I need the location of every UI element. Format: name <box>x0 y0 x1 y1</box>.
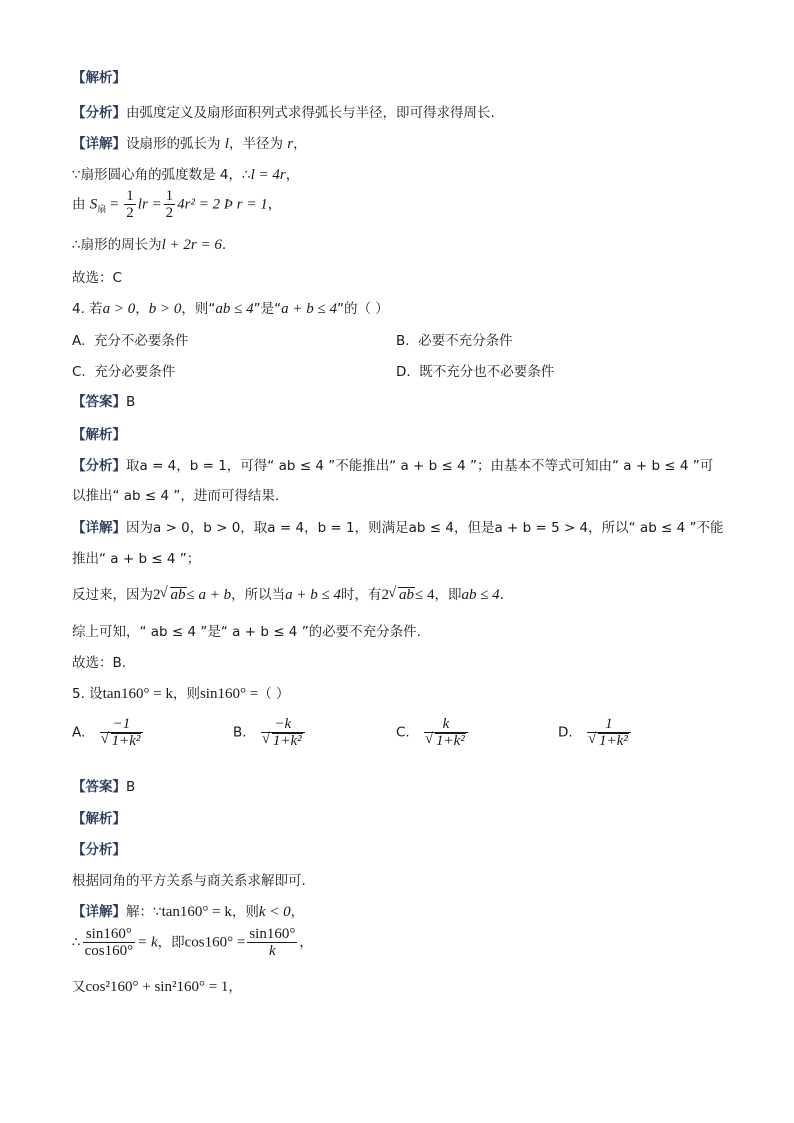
q5-option-a: A. −1 √ 1+k² <box>72 716 145 749</box>
q5-number: 5. 设 <box>72 686 103 702</box>
xiangjie-tag: 【详解】 <box>72 520 126 536</box>
q4-option-a: A. 充分不必要条件 <box>72 333 189 349</box>
q5-fenxi-text: 根据同角的平方关系与商关系求解即可. <box>72 873 306 889</box>
math-expr: a + b ≤ 4 <box>281 301 338 317</box>
analysis-heading: 【解析】 <box>72 70 126 86</box>
math-var: r <box>287 136 294 152</box>
text: ”的（ ） <box>337 301 389 317</box>
math-expr: ab ≤ 4 <box>215 301 254 317</box>
fraction: $\frac{1}{2}$ <box>165 188 174 221</box>
text: ，则“ <box>181 301 216 317</box>
text: 设扇形的弧长为 <box>126 136 225 152</box>
q4-xiangjie-1 <box>72 516 724 536</box>
text: ， <box>267 196 282 213</box>
q5-answer <box>72 775 135 795</box>
text: 取a = 4，b = 1，可得“ ab ≤ 4 ”不能推出“ a + b ≤ 4 ”；由基本不等式可知由“ a + b ≤ 4 ”可 <box>126 458 714 474</box>
answer-value: B <box>126 779 136 795</box>
text: ∵扇形圆心角的弧度数是 4，∴ <box>72 167 251 183</box>
q5-stem: 5. 设tan160° = k，则sin160° =（ ） <box>72 686 290 702</box>
q4-fenxi-1 <box>72 454 713 474</box>
math-expr: 4r² = 2 Þ r = 1 <box>177 196 268 213</box>
math-s: S <box>89 196 98 213</box>
detail-line-2 <box>72 163 299 184</box>
fraction: $\frac{1}{2}$ <box>126 188 134 221</box>
answer-tag: 【答案】 <box>72 779 126 795</box>
detail-line-3: 由 $S_扇$ = $\frac{1}{2}$ lr = $\frac{1}{2}$ 4r² = 2 Þ r = 1， <box>72 188 282 221</box>
text: ∴扇形的周长为 <box>72 237 162 253</box>
math-expr: l + 2r = 6 <box>161 237 222 253</box>
q4-reverse-line: 反过来，因为2√ ab≤ a + b，所以当a + b ≤ 4时，有2√ ab≤ 4，即ab ≤ 4. <box>72 583 504 604</box>
q5-xiangjie-3: 又cos²160° + sin²160° = 1， <box>72 979 242 995</box>
fenxi-tag: 【分析】 <box>72 105 126 121</box>
detail-line-1 <box>72 132 307 153</box>
text: ”是“ <box>253 301 282 317</box>
text: ， <box>293 136 307 152</box>
math-expr: lr = <box>137 196 162 213</box>
sqrt: √ ab <box>389 587 415 604</box>
xiangjie-tag: 【详解】 <box>72 904 126 920</box>
q4-fenxi-2: 以推出“ ab ≤ 4 ”，进而可得结果. <box>72 488 280 504</box>
q4-summary: 综上可知，“ ab ≤ 4 ”是“ a + b ≤ 4 ”的必要不充分条件. <box>72 624 421 640</box>
q5-xiangjie-1: 【详解】解：∵tan160° = k，则k < 0， <box>72 904 305 920</box>
answer-value: B <box>126 394 136 410</box>
q4-option-b: B. 必要不充分条件 <box>396 333 513 349</box>
q4-xiangjie-2: 推出“ a + b ≤ 4 ”； <box>72 551 201 567</box>
text: 由 <box>72 196 90 213</box>
text: ，半径为 <box>228 136 288 152</box>
q4-answer <box>72 390 135 410</box>
answer-tag: 【答案】 <box>72 394 126 410</box>
q4-stem: 4. 若a > 0，b > 0，则“ab ≤ 4”是“a + b ≤ 4”的（ ） <box>72 301 389 317</box>
fenxi-text: 由弧度定义及扇形面积列式求得弧长与半径，即可得求得周长. <box>126 105 495 121</box>
text: . <box>221 237 227 253</box>
q5-analysis-heading: 【解析】 <box>72 811 126 827</box>
analysis-line <box>72 101 495 121</box>
q5-option-c: C. k √ 1+k² <box>396 716 470 749</box>
q4-option-c: C. 充分必要条件 <box>72 364 176 380</box>
q4-choice: 故选：B. <box>72 655 127 671</box>
choice-line: 故选：C <box>72 270 122 286</box>
q5-xiangjie-2: ∴ $\frac{\sin 160^\circ}{\cos 160^\circ}$ = k，即cos160° = $\frac{\sin 160^\circ}{k}$ ， <box>72 926 313 959</box>
fenxi-tag: 【分析】 <box>72 458 126 474</box>
q4-analysis-heading: 【解析】 <box>72 427 126 443</box>
math-expr: b > 0 <box>148 301 182 317</box>
sqrt: √ ab <box>161 587 187 604</box>
q4-number: 4. 若 <box>72 301 103 317</box>
q5-fenxi-heading: 【分析】 <box>72 842 126 858</box>
q5-option-d: D. 1 √ 1+k² <box>558 716 633 749</box>
xiangjie-tag: 【详解】 <box>72 136 126 152</box>
math-sub: 扇 <box>97 205 107 216</box>
text: 因为a > 0，b > 0，取a = 4，b = 1，则满足ab ≤ 4，但是a + b = 5 > 4，所以“ ab ≤ 4 ”不能 <box>126 520 724 536</box>
q4-option-d: D. 既不充分也不必要条件 <box>396 364 555 380</box>
q5-option-b: B. −k √ 1+k² <box>233 716 307 749</box>
math-expr: sin160° = <box>199 686 259 702</box>
math-var: l <box>224 136 229 152</box>
math-expr: tan160° = k <box>102 686 173 702</box>
detail-line-4 <box>72 233 226 254</box>
math-expr: a > 0 <box>102 301 136 317</box>
fraction: $\frac{\sin 160^\circ}{k}$ <box>249 926 296 959</box>
text: ， <box>285 167 300 183</box>
fraction: $\frac{\sin 160^\circ}{\cos 160^\circ}$ <box>84 926 134 959</box>
math-expr: l = 4r <box>250 167 286 183</box>
